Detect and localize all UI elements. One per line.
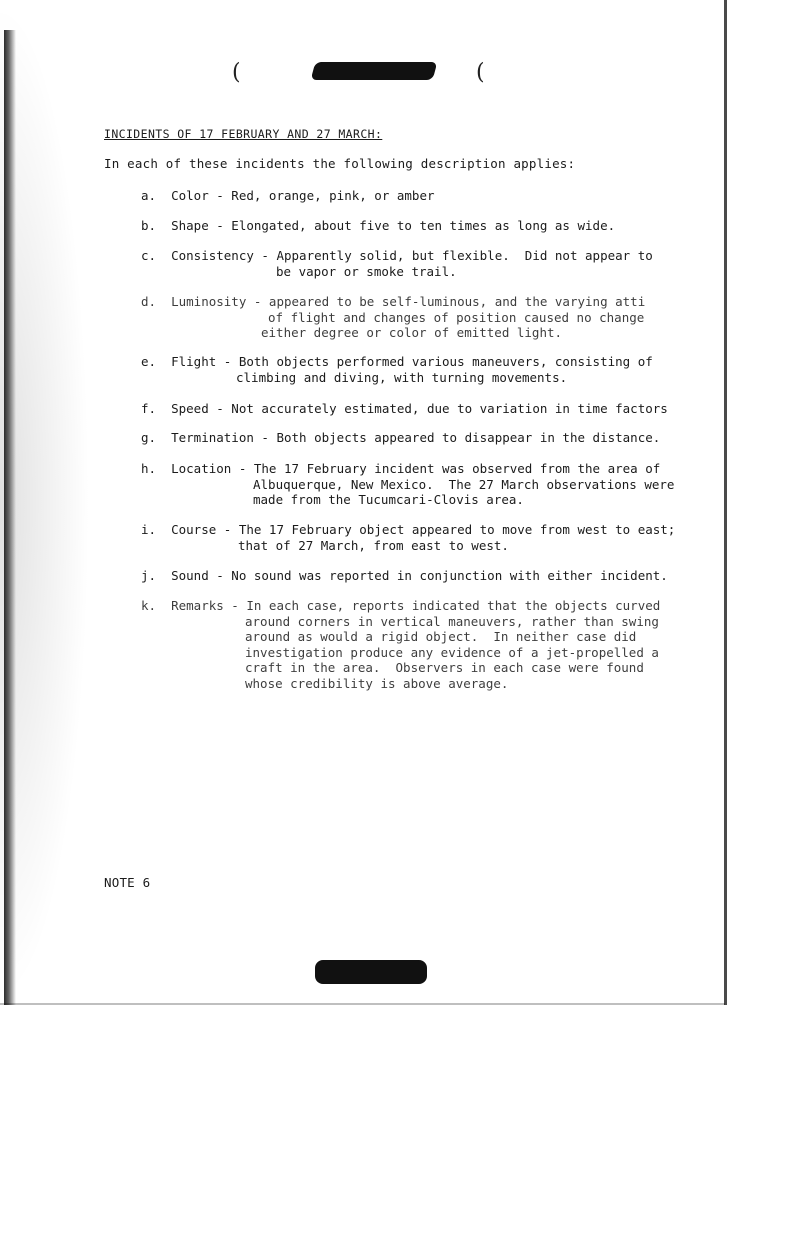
item-line: that of 27 March, from east to west.	[238, 537, 509, 553]
item-consistency	[141, 248, 653, 279]
item-line: around as would a rigid object. In neither case did	[245, 629, 637, 644]
redaction-mark-top	[311, 62, 438, 80]
bracket-mark-left: (	[232, 60, 241, 85]
item-line: b. Shape - Elongated, about five to ten times as long as wide.	[141, 218, 616, 233]
item-line: i. Course - The 17 February object appeared to move from west to east;	[141, 522, 676, 537]
item-course	[141, 522, 675, 553]
item-location	[141, 461, 674, 508]
item-flight	[141, 354, 653, 385]
item-line: a. Color - Red, orange, pink, or amber	[141, 188, 435, 203]
item-luminosity	[141, 294, 645, 341]
item-line: climbing and diving, with turning movements.	[236, 369, 568, 385]
item-line: k. Remarks - In each case, reports indicated that the objects curved	[141, 598, 661, 613]
item-remarks	[141, 598, 660, 691]
item-line: either degree or color of emitted light.	[261, 325, 563, 340]
item-termination	[141, 430, 660, 446]
section-heading: INCIDENTS OF 17 FEBRUARY AND 27 MARCH:	[104, 127, 383, 141]
bracket-mark-right: (	[476, 60, 485, 85]
scan-page-edge-bottom	[0, 1003, 725, 1005]
item-line: f. Speed - Not accurately estimated, due to variation in time factors	[141, 401, 668, 416]
item-line: craft in the area. Observers in each case were found	[245, 660, 644, 675]
item-color	[141, 188, 435, 204]
scan-shadow-left	[0, 0, 90, 1005]
item-line: j. Sound - No sound was reported in conjunction with either incident.	[141, 568, 668, 583]
item-line: Albuquerque, New Mexico. The 27 March observations were	[253, 476, 675, 492]
item-line: made from the Tucumcari-Clovis area.	[253, 492, 524, 507]
item-line: around corners in vertical maneuvers, rather than swing	[245, 613, 659, 629]
item-shape	[141, 218, 615, 234]
item-speed	[141, 401, 668, 417]
intro-paragraph: In each of these incidents the following description applies:	[104, 156, 576, 171]
item-line: d. Luminosity - appeared to be self-luminous, and the varying atti	[141, 294, 646, 309]
redaction-mark-bottom	[315, 960, 427, 984]
note-label: NOTE 6	[104, 875, 151, 890]
item-line: investigation produce any evidence of a jet-propelled a	[245, 644, 659, 660]
item-line: h. Location - The 17 February incident was observed from the area of	[141, 461, 661, 476]
item-line: be vapor or smoke trail.	[276, 263, 457, 279]
item-line: e. Flight - Both objects performed various maneuvers, consisting of	[141, 354, 653, 369]
item-line: whose credibility is above average.	[245, 675, 509, 691]
item-line: of flight and changes of position caused no change	[268, 309, 645, 325]
scan-page-edge-right	[724, 0, 727, 1005]
item-sound	[141, 568, 668, 584]
item-line: c. Consistency - Apparently solid, but flexible. Did not appear to	[141, 248, 653, 263]
item-line: g. Termination - Both objects appeared to disappear in the distance.	[141, 430, 661, 445]
scan-binding-edge	[4, 30, 16, 1005]
